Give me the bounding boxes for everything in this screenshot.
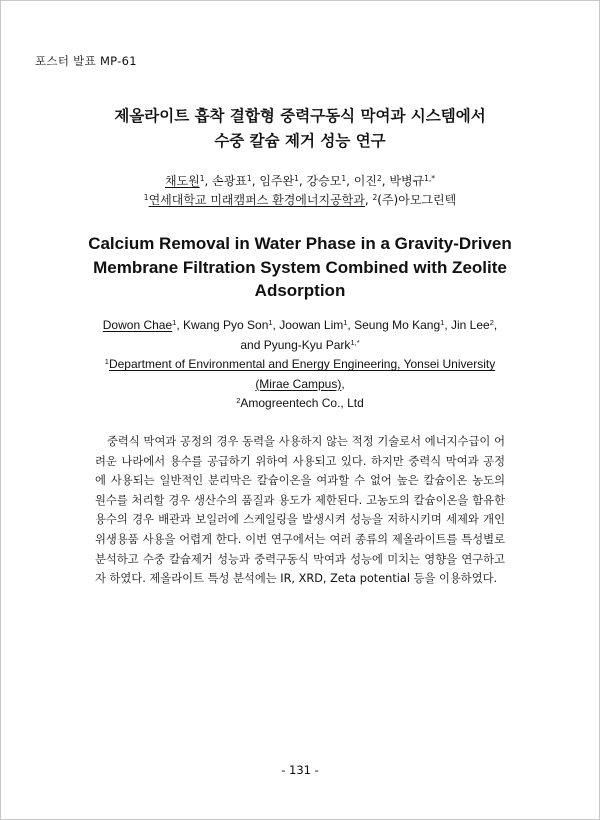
korean-author-list <box>0 172 600 191</box>
english-affiliation-1-line-2 <box>0 375 600 395</box>
korean-author-name: 채도원 <box>164 174 200 188</box>
affiliation-marker: 1 <box>143 193 149 202</box>
separator: , <box>346 174 354 188</box>
affiliation-marker: 1 <box>343 318 348 327</box>
english-affiliation-1-line-1 <box>0 355 600 375</box>
separator: , <box>298 174 307 188</box>
page-number: - 131 - <box>281 763 319 777</box>
abstract-paragraph: 중력식 막여과 공정의 경우 동력을 사용하지 않는 적정 기술로서 에너지수급이 어려운 나라에서 용수를 공급하기 위하여 사용되고 있다. 하지만 중력식 막여과 공정에 사용되는 일반적인 분리막은 칼슘이온을 여과할 수 없어 높은 칼슘이온 농도의 원수를 처리할 경우 생산수의 품질과 용도가 제한된다. 고농도의 칼슘이온을 함유한 용수의 경우 배관과 보일러에 스케일링을 발생시켜 성능을 저하시키며 세제와 개인위생용품 사용을 어렵게 한다. 이번 연구에서는 여러 종류의 제올라이트를 특성별로 분석하고 수중 칼슘제거 성능과 중력구동식 막여과 성능에 미치는 영향을 연구하고자 하였다. 제올라이트 특성 분석에는 IR, XRD, Zeta potential 등을 이용하였다. <box>95 435 505 586</box>
separator: , <box>272 318 280 332</box>
affiliation-marker: 1 <box>104 357 109 366</box>
separator: , <box>364 193 373 207</box>
affiliation-marker: 1 <box>246 174 252 183</box>
korean-title-line-2: 수중 칼슘 제거 성능 연구 <box>214 132 386 150</box>
separator: , <box>444 318 451 332</box>
separator: , <box>204 174 213 188</box>
affiliation-marker: 1 <box>199 174 205 183</box>
affiliation-marker: 1,* <box>424 174 436 183</box>
english-author-name: Joowan Lim <box>279 318 344 332</box>
affiliation-marker: 2 <box>489 318 494 327</box>
conjunction: and <box>240 337 264 352</box>
affiliation-marker: 1 <box>268 318 273 327</box>
english-author-name: Seung Mo Kang <box>354 318 441 332</box>
english-author-name: Kwang Pyo Son <box>182 318 269 332</box>
affiliation-marker: 1 <box>294 174 299 183</box>
english-affiliation-1-text: Department of Environmental and Energy Engineering, Yonsei University <box>108 357 496 371</box>
korean-author-name: 손광표 <box>212 174 247 188</box>
korean-affiliation-1: 연세대학교 미래캠퍼스 환경에너지공학과 <box>148 193 365 207</box>
korean-affiliation-2: (주)아모그린텍 <box>377 193 457 207</box>
korean-title-line-1: 제올라이트 흡착 결합형 중력구동식 막여과 시스템에서 <box>114 107 486 125</box>
korean-author-name: 임주완 <box>259 174 295 188</box>
affiliation-marker: 1,* <box>350 337 360 347</box>
separator: , <box>176 318 183 332</box>
english-affiliation-2 <box>0 394 600 414</box>
separator: , <box>251 174 260 188</box>
english-title-line-3: Adsorption <box>254 281 346 300</box>
english-author-name: Pyung-Kyu Park <box>263 337 351 352</box>
korean-author-name: 이진 <box>353 174 377 188</box>
korean-author-name: 박병규 <box>389 174 425 188</box>
english-author-list-cont <box>0 336 600 356</box>
separator: , <box>381 174 390 188</box>
poster-code: 포스터 발표 MP-61 <box>35 54 137 68</box>
english-author-block <box>0 316 600 414</box>
affiliation-marker: 2 <box>236 396 241 405</box>
affiliation-marker: 1 <box>172 318 177 327</box>
separator: , <box>347 318 355 332</box>
english-title-line-2: Membrane Filtration System Combined with Zeolite <box>93 257 507 277</box>
affiliation-marker: 1 <box>341 174 347 183</box>
separator: , <box>493 318 498 332</box>
english-author-name: Dowon Chae <box>102 318 173 332</box>
english-title-line-1: Calcium Removal in Water Phase in a Gravity-Driven <box>88 234 512 253</box>
korean-author-block <box>0 172 600 210</box>
english-affiliation-1-campus: (Mirae Campus) <box>255 376 342 391</box>
english-author-list <box>0 316 600 336</box>
affiliation-marker: 2 <box>376 174 382 183</box>
english-author-name: Jin Lee <box>451 318 490 332</box>
english-title <box>0 232 600 303</box>
affiliation-marker: 2 <box>372 193 378 202</box>
korean-affiliations <box>0 191 600 210</box>
korean-title <box>0 104 600 154</box>
english-affiliation-2-text: Amogreentech Co., Ltd <box>240 396 364 410</box>
affiliation-marker: 1 <box>440 318 445 327</box>
separator: , <box>341 376 345 391</box>
korean-author-name: 강승모 <box>306 174 342 188</box>
